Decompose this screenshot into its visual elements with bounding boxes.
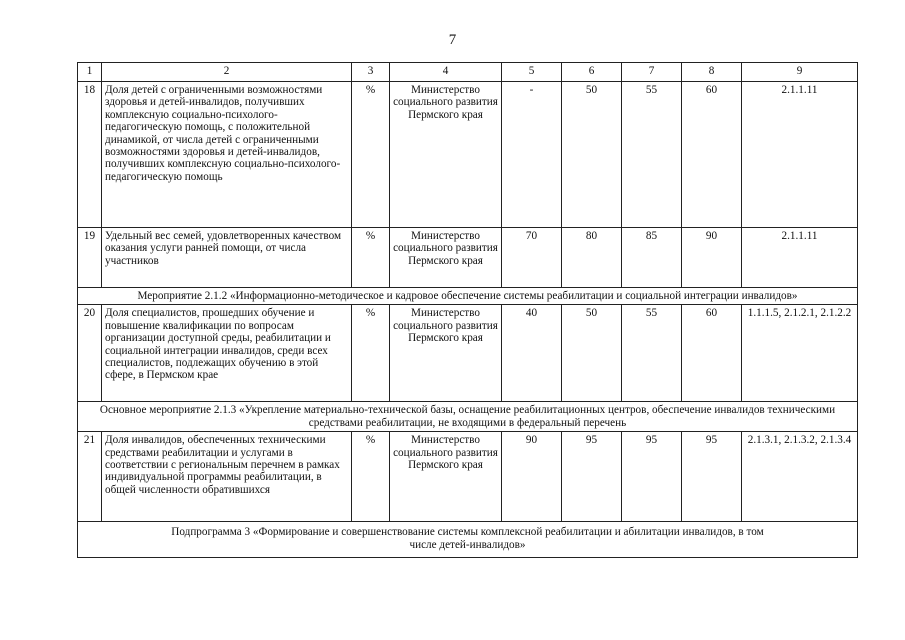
- value-cell-8: 95: [682, 432, 742, 522]
- section-heading: Основное мероприятие 2.1.3 «Укрепление материально-технической базы, оснащение реабилитационных центров, обеспечение инвалидов техническими средствами реабилитации, не входящими в федеральный перечень: [78, 402, 858, 432]
- unit-cell: %: [352, 305, 390, 402]
- value-cell-6: 50: [562, 82, 622, 228]
- value-cell-6: 80: [562, 228, 622, 288]
- header-cell: 3: [352, 63, 390, 82]
- value-cell-7: 55: [622, 82, 682, 228]
- executor-cell: Министерство социального развития Пермского края: [390, 305, 502, 402]
- header-cell: 7: [622, 63, 682, 82]
- value-cell-7: 85: [622, 228, 682, 288]
- row-number: 20: [78, 305, 102, 402]
- value-cell-5: 40: [502, 305, 562, 402]
- header-cell: 2: [102, 63, 352, 82]
- reference-cell: 1.1.1.5, 2.1.2.1, 2.1.2.2: [742, 305, 858, 402]
- indicator-name: Удельный вес семей, удовлетворенных качеством оказания услуги ранней помощи, от числа участников: [102, 228, 352, 288]
- table-row: [78, 432, 858, 522]
- subprogram-heading: Подпрограмма 3 «Формирование и совершенствование системы комплексной реабилитации и абилитации инвалидов, в том числе детей-инвалидов»: [78, 522, 858, 558]
- executor-cell: Министерство социального развития Пермского края: [390, 82, 502, 228]
- header-cell: 9: [742, 63, 858, 82]
- header-row: [78, 63, 858, 82]
- header-cell: 1: [78, 63, 102, 82]
- indicators-table: [77, 62, 858, 558]
- header-cell: 5: [502, 63, 562, 82]
- value-cell-8: 90: [682, 228, 742, 288]
- value-cell-5: 90: [502, 432, 562, 522]
- row-number: 21: [78, 432, 102, 522]
- indicator-name: Доля детей с ограниченными возможностями здоровья и детей-инвалидов, получивших комплексную социально-психолого-педагогическую помощь, с положительной динамикой, от числа детей с ограниченными возможностями здоровья и детей-инвалидов, получивших комплексную социально-психолого-педагогическую помощь: [102, 82, 352, 228]
- unit-cell: %: [352, 432, 390, 522]
- row-number: 19: [78, 228, 102, 288]
- value-cell-6: 95: [562, 432, 622, 522]
- indicator-name: Доля специалистов, прошедших обучение и повышение квалификации по вопросам организации доступной среды, реабилитации и социальной интеграции инвалидов, среди всех специалистов, подлежащих обучению в этой сфере, в Пермском крае: [102, 305, 352, 402]
- table-row: [78, 305, 858, 402]
- section-heading: Мероприятие 2.1.2 «Информационно-методическое и кадровое обеспечение системы реабилитации и социальной интеграции инвалидов»: [78, 288, 858, 305]
- header-cell: 8: [682, 63, 742, 82]
- table-row: [78, 82, 858, 228]
- value-cell-8: 60: [682, 305, 742, 402]
- unit-cell: %: [352, 228, 390, 288]
- reference-cell: 2.1.3.1, 2.1.3.2, 2.1.3.4: [742, 432, 858, 522]
- value-cell-7: 55: [622, 305, 682, 402]
- section-row: [78, 402, 858, 432]
- header-cell: 6: [562, 63, 622, 82]
- indicator-name: Доля инвалидов, обеспеченных техническими средствами реабилитации и услугами в соответствии с региональным перечнем в рамках индивидуальной программы реабилитации, в общей численности обратившихся: [102, 432, 352, 522]
- header-cell: 4: [390, 63, 502, 82]
- value-cell-5: -: [502, 82, 562, 228]
- executor-cell: Министерство социального развития Пермского края: [390, 228, 502, 288]
- row-number: 18: [78, 82, 102, 228]
- section-row: [78, 288, 858, 305]
- value-cell-7: 95: [622, 432, 682, 522]
- value-cell-5: 70: [502, 228, 562, 288]
- unit-cell: %: [352, 82, 390, 228]
- table-row: [78, 228, 858, 288]
- value-cell-8: 60: [682, 82, 742, 228]
- value-cell-6: 50: [562, 305, 622, 402]
- page-number: 7: [448, 32, 457, 48]
- executor-cell: Министерство социального развития Пермского края: [390, 432, 502, 522]
- section-row: [78, 522, 858, 558]
- reference-cell: 2.1.1.11: [742, 82, 858, 228]
- reference-cell: 2.1.1.11: [742, 228, 858, 288]
